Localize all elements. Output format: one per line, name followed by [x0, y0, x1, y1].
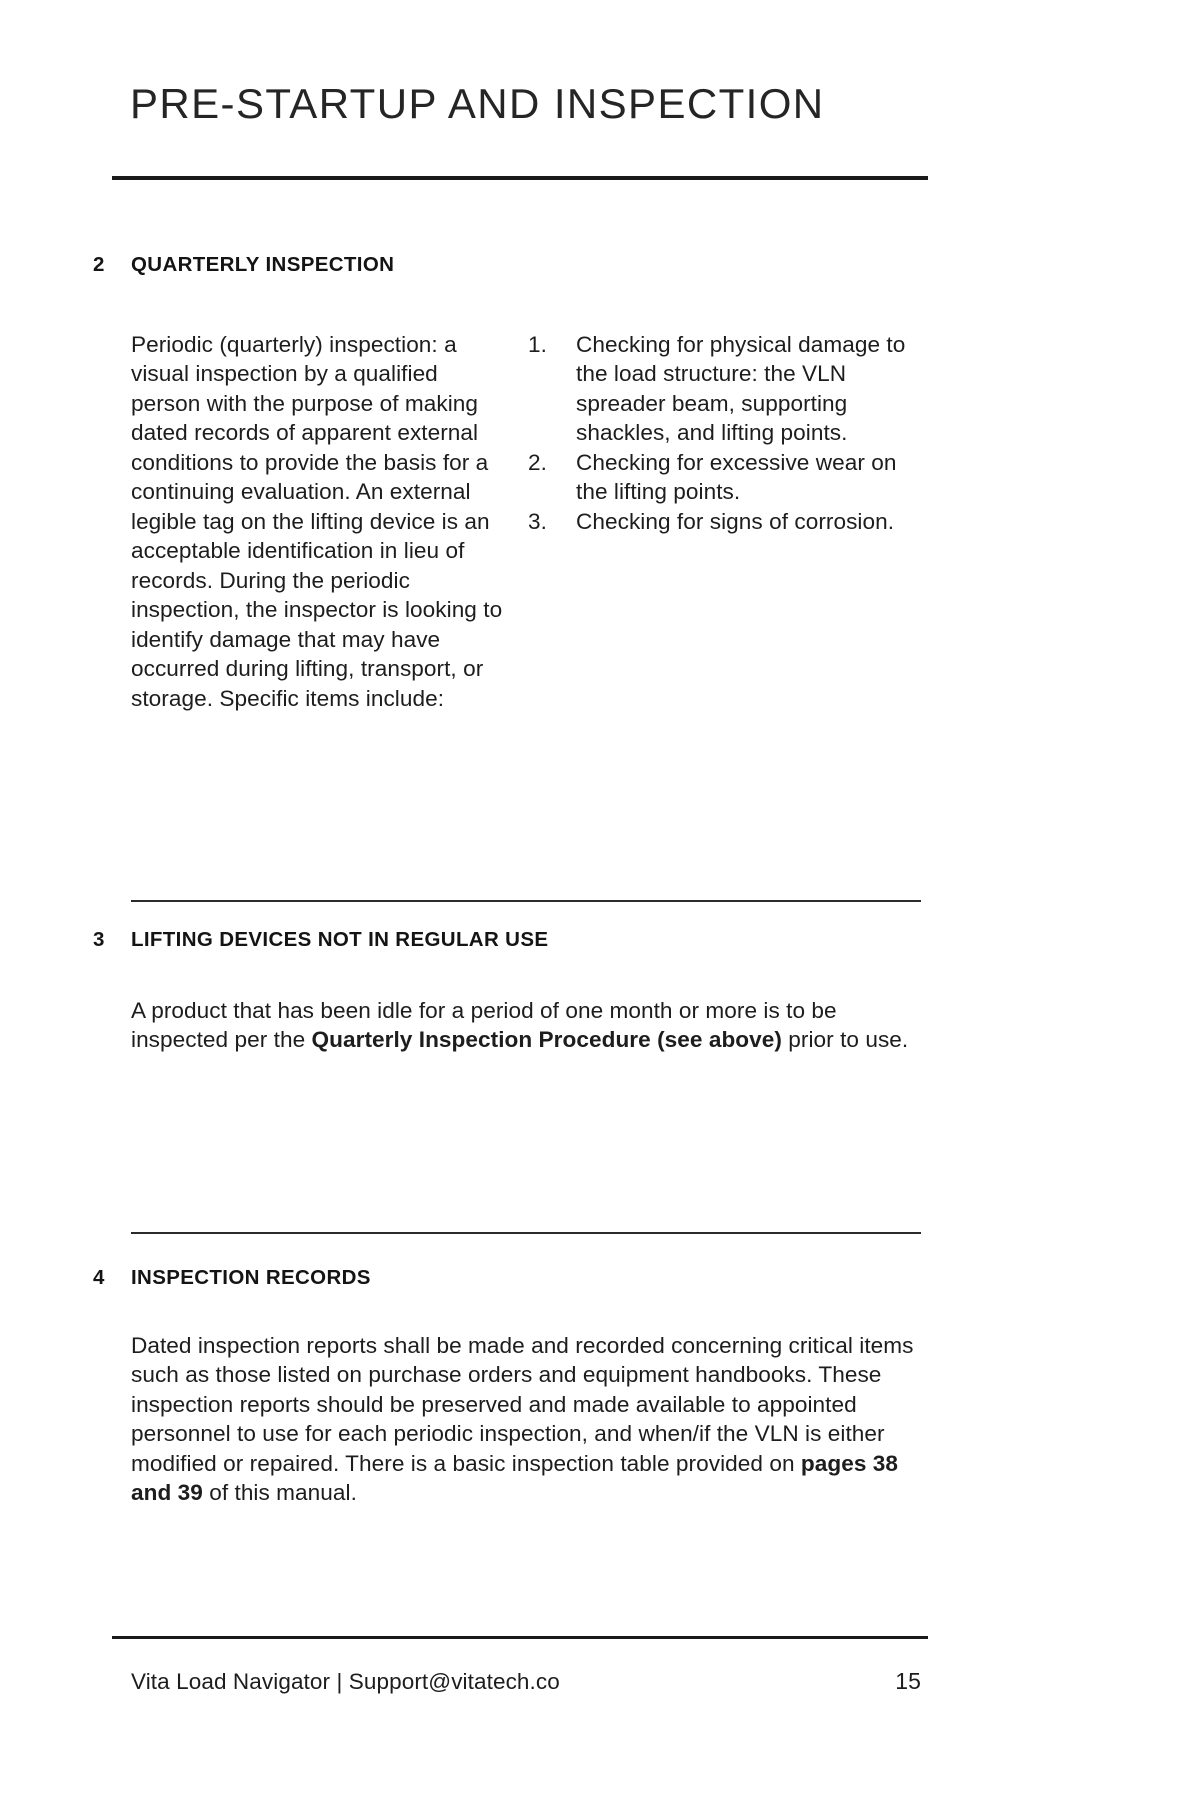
list-item	[528, 448, 921, 507]
section-lifting-devices-not-in-regular-use	[0, 928, 1200, 952]
section-title: INSPECTION RECORDS	[131, 1266, 371, 1289]
header-divider	[112, 176, 928, 180]
list-item-marker: 1.	[528, 332, 547, 357]
paragraph-text-before: Dated inspection reports shall be made and recorded concerning critical items such as those listed on purchase orders and equipment handbooks. These inspection reports should be preserved and made available to appointed personnel to use for each periodic inspection, and when/if the VLN is either modified or repaired. There is a basic inspection table provided on	[131, 1333, 914, 1476]
section-divider	[131, 900, 921, 902]
section-2-columns	[131, 330, 921, 713]
section-heading	[93, 253, 1200, 277]
inspection-checklist	[516, 330, 921, 536]
paragraph-text-bold: Quarterly Inspection Procedure (see above)	[311, 1027, 782, 1053]
list-item	[528, 330, 921, 448]
section-number: 4	[93, 1266, 105, 1289]
section-number: 2	[93, 253, 105, 276]
section-number: 3	[93, 928, 105, 951]
list-item-marker: 2.	[528, 449, 547, 475]
paragraph-text-before: A product that has been idle for a period of one month or more is to be inspected per the	[131, 998, 837, 1053]
list-item-text: Checking for physical damage to the load structure: the VLN spreader beam, supporting shackles, and lifting points.	[576, 332, 906, 446]
paragraph-text-bold: pages 38 and 39	[131, 1450, 898, 1506]
paragraph-text-after: of this manual.	[202, 1480, 357, 1506]
paragraph-text-after: prior to use.	[781, 1027, 909, 1053]
section-2-paragraph: Periodic (quarterly) inspection: a visual inspection by a qualified person with the purpose of making dated records of apparent external conditions to provide the basis for a continuing evaluation. An external legible tag on the lifting device is an acceptable identification in lieu of records. During the periodic inspection, the inspector is looking to identify damage that may have occurred during lifting, transport, or storage. Specific items include:	[131, 332, 503, 711]
page-title: PRE-STARTUP AND INSPECTION	[130, 80, 825, 127]
list-item-text: Checking for excessive wear on the lifting points.	[576, 449, 897, 505]
footer-divider	[112, 1636, 928, 1639]
section-heading	[93, 928, 1200, 952]
page-number: 15	[895, 1668, 921, 1694]
page-footer	[131, 1668, 921, 1695]
section-4-paragraph	[131, 1331, 921, 1508]
list-item	[528, 507, 921, 536]
section-3-paragraph	[131, 996, 921, 1055]
list-item-marker: 3.	[528, 508, 547, 534]
page-header	[130, 82, 930, 126]
section-quarterly-inspection	[0, 253, 1200, 277]
section-title: LIFTING DEVICES NOT IN REGULAR USE	[131, 928, 549, 951]
section-title: QUARTERLY INSPECTION	[131, 253, 395, 276]
footer-text: Vita Load Navigator | Support@vitatech.co	[131, 1669, 560, 1694]
inspection-checklist-list	[528, 330, 921, 536]
section-heading	[93, 1266, 1200, 1290]
section-inspection-records	[0, 1266, 1200, 1290]
list-item-text: Checking for signs of corrosion.	[576, 508, 895, 534]
section-divider	[131, 1232, 921, 1234]
